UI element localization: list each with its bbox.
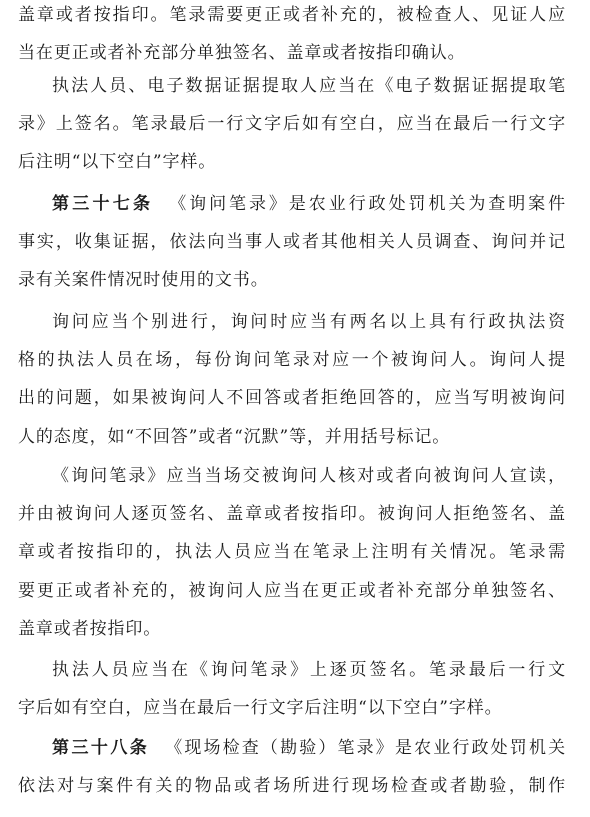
paragraph bbox=[18, 67, 566, 182]
text-line: 录》上签名。笔录最后一行文字后如有空白，应当在最后一行文字 bbox=[18, 114, 566, 135]
text-line: 执法人员、电子数据证据提取人应当在《电子数据证据提取笔 bbox=[52, 76, 566, 96]
article-paragraph bbox=[18, 729, 566, 805]
article-text: 《现场检查（勘验）笔录》是农业行政处罚机关 bbox=[165, 738, 566, 758]
text-line: 事实，收集证据，依法向当事人或者其他相关人员调查、询问并记 bbox=[18, 232, 566, 253]
text-line bbox=[18, 185, 566, 223]
article-paragraph bbox=[18, 185, 566, 300]
text-line: 并由被询问人逐页签名、盖章或者按指印。被询问人拒绝签名、盖 bbox=[18, 504, 566, 525]
text-line: 依法对与案件有关的物品或者场所进行现场检查或者勘验，制作 bbox=[18, 776, 566, 797]
paragraph-continuation bbox=[18, 0, 566, 72]
article-number: 第三十七条 bbox=[52, 194, 154, 214]
text-line: 要更正或者补充的，被询问人应当在更正或者补充部分单独签名、 bbox=[18, 580, 566, 601]
paragraph bbox=[18, 457, 566, 648]
text-line: 当在更正或者补充部分单独签名、盖章或者按指印确认。 bbox=[18, 43, 466, 64]
text-line: 盖章或者按指印。 bbox=[18, 618, 162, 639]
article-number: 第三十八条 bbox=[52, 738, 150, 758]
text-line: 盖章或者按指印。笔录需要更正或者补充的，被检查人、见证人应 bbox=[18, 5, 566, 25]
text-line bbox=[18, 729, 566, 767]
text-line: 《询问笔录》应当当场交被询问人核对或者向被询问人宣读， bbox=[52, 466, 566, 486]
text-line: 章或者按指印的，执法人员应当在笔录上注明有关情况。笔录需 bbox=[18, 542, 566, 563]
text-line: 录有关案件情况时使用的文书。 bbox=[18, 270, 269, 291]
paragraph bbox=[18, 303, 566, 456]
text-line: 人的态度，如“不回答”或者“沉默”等，并用括号标记。 bbox=[18, 426, 451, 447]
text-line: 字后如有空白，应当在最后一行文字后注明“以下空白”字样。 bbox=[18, 698, 503, 719]
paragraph bbox=[18, 651, 566, 727]
text-line: 后注明“以下空白”字样。 bbox=[18, 152, 217, 173]
text-line: 出的问题，如果被询问人不回答或者拒绝回答的，应当写明被询问 bbox=[18, 388, 566, 409]
text-line: 执法人员应当在《询问笔录》上逐页签名。笔录最后一行文 bbox=[52, 660, 566, 680]
text-line: 询问应当个别进行，询问时应当有两名以上具有行政执法资 bbox=[52, 312, 566, 332]
text-line: 格的执法人员在场，每份询问笔录对应一个被询问人。询问人提 bbox=[18, 350, 566, 371]
article-text: 《询问笔录》是农业行政处罚机关为查明案件 bbox=[169, 194, 567, 214]
